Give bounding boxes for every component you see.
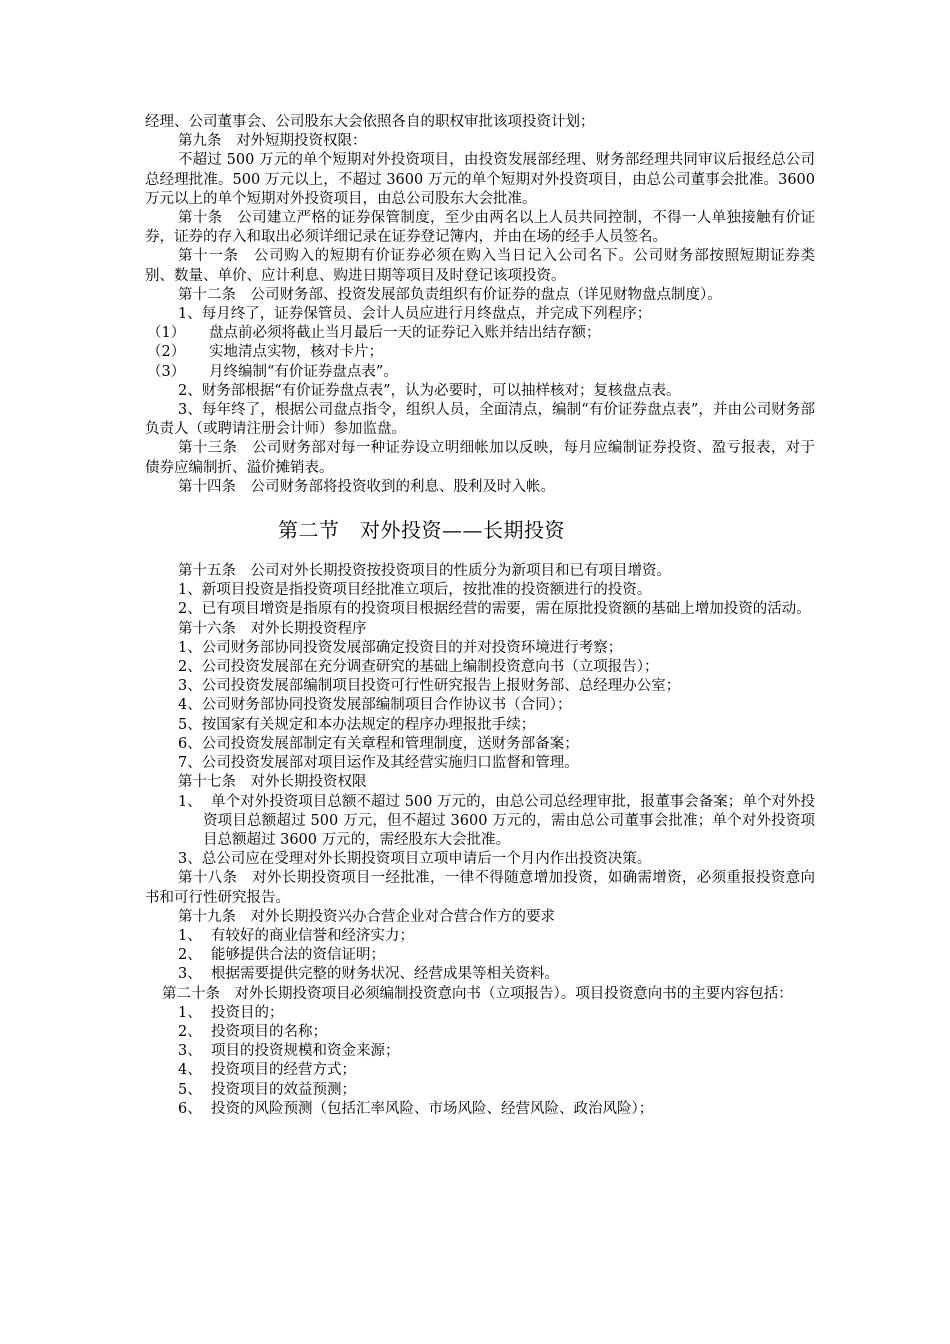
article-20-item (145, 1023, 815, 1042)
sub-item-number: （1） (147, 325, 186, 342)
item-text: 项目的投资规模和资金来源； (211, 1043, 400, 1060)
article-20-item (145, 1061, 815, 1080)
article-17: 第十七条 对外长期投资权限 (178, 774, 367, 791)
article-19: 第十九条 对外长期投资兴办合营企业对合营合作方的要求 (178, 908, 555, 925)
article-10: 第十条 公司建立严格的证券保管制度，至少由两名以上人员共同控制，不得一人单独接触有价证券，证券的存入和取出必须详细记录在证券登记簿内，并由在场的经手人员签名。 (145, 210, 815, 246)
item-number: 1、 (178, 1004, 202, 1021)
article-17-item-1-text: 单个对外投资项目总额不超过 500 万元的，由总公司总经理审批，报董事会备案；单个对外投资项目总额超过 500 万元，但不超过 3600 万元的，需由总公司董事会批准；单个对外投资项目总额超过 3600 万元的，需经股东大会批准。 (203, 793, 815, 848)
item-text: 能够提供合法的资信证明； (211, 947, 385, 964)
article-17-item-3: 3、总公司应在受理对外长期投资项目立项申请后一个月内作出投资决策。 (178, 851, 652, 868)
article-16-item-7: 7、公司投资发展部对项目运作及其经营实施归口监督和管理。 (178, 755, 579, 772)
article-16-item-1: 1、公司财务部协同投资发展部确定投资目的并对投资环境进行考察； (178, 639, 623, 656)
sub-item (145, 363, 815, 382)
item-text: 投资目的； (211, 1004, 284, 1021)
article-19-item (145, 946, 815, 965)
article-16: 第十六条 对外长期投资程序 (178, 620, 367, 637)
item-number: 1、 (178, 927, 202, 944)
item-text: 投资项目的名称； (211, 1023, 327, 1040)
article-16-item-2: 2、公司投资发展部在充分调查研究的基础上编制投资意向书（立项报告）； (178, 659, 659, 676)
article-20-item (145, 1100, 815, 1119)
article-16-item-5: 5、按国家有关规定和本办法规定的程序办理报批手续； (178, 716, 536, 733)
sub-item-text: 月终编制“有价证券盘点表”。 (209, 363, 398, 380)
item-text: 投资项目的效益预测； (211, 1081, 356, 1098)
article-18: 第十八条 对外长期投资项目一经批准，一律不得随意增加投资，如确需增资，必须重报投资意向书和可行性研究报告。 (145, 870, 815, 906)
item-number: 2、 (178, 1023, 202, 1040)
paragraph-continuation: 经理、公司董事会、公司股东大会依照各自的职权审批该项投资计划； (145, 114, 595, 130)
section-heading: 第二节 对外投资——长期投资 (278, 518, 565, 543)
article-12-item-1: 1、每月终了，证券保管员、会计人员应进行月终盘点，并完成下列程序； (178, 306, 652, 323)
article-12: 第十二条 公司财务部、投资发展部负责组织有价证券的盘点（详见财物盘点制度）。 (178, 286, 722, 303)
article-20-item (145, 1042, 815, 1061)
article-9-title: 第九条 对外短期投资权限： (178, 133, 367, 150)
article-15: 第十五条 公司对外长期投资按投资项目的性质分为新项目和已有项目增资。 (178, 563, 671, 580)
article-12-item-3: 3、每年终了，根据公司盘点指令，组织人员，全面清点，编制“有价证券盘点表”，并由公司财务部负责人（或聘请注册会计师）参加监盘。 (145, 402, 815, 438)
item-text: 投资的风险预测（包括汇率风险、市场风险、经营风险、政治风险）； (211, 1100, 654, 1117)
sub-item-text: 实地清点实物，核对卡片； (209, 344, 383, 361)
article-20-item (145, 1081, 815, 1100)
article-20: 第二十条 对外长期投资项目必须编制投资意向书（立项报告）。项目投资意向书的主要内容包括： (162, 985, 793, 1002)
article-16-item-6: 6、公司投资发展部制定有关章程和管理制度，送财务部备案； (178, 735, 579, 752)
item-text: 有较好的商业信誉和经济实力； (211, 927, 414, 944)
article-15-item-2: 2、已有项目增资是指原有的投资项目根据经营的需要，需在原批投资额的基础上增加投资的活动。 (178, 601, 811, 618)
article-16-item-3: 3、公司投资发展部编制项目投资可行性研究报告上报财务部、总经理办公室； (178, 678, 681, 695)
article-19-item (145, 927, 815, 946)
article-16-item-4: 4、公司财务部协同投资发展部编制项目合作协议书（合同）； (178, 697, 572, 714)
item-text: 投资项目的经营方式； (211, 1062, 356, 1079)
article-17-item-1-number: 1、 (178, 793, 202, 810)
sub-item (145, 343, 815, 362)
sub-item-number: （3） (147, 363, 186, 380)
document-body (145, 113, 815, 1119)
sub-item-text: 盘点前必须将截止当月最后一天的证券记入账并结出结存额； (209, 325, 601, 342)
item-number: 3、 (178, 966, 202, 983)
article-17-item-1 (145, 793, 815, 851)
item-number: 5、 (178, 1081, 202, 1098)
item-text: 根据需要提供完整的财务状况、经营成果等相关资料。 (211, 966, 559, 983)
article-13: 第十三条 公司财务部对每一种证券设立明细帐加以反映，每月应编制证券投资、盈亏报表，对于债券应编制折、溢价摊销表。 (145, 440, 815, 476)
article-9-body: 不超过 500 万元的单个短期对外投资项目，由投资发展部经理、财务部经理共同审议后报经总公司总经理批准。500 万元以上，不超过 3600 万元的单个短期对外投资项目，由总公司董事会批准。3600 万元以上的单个短期对外投资项目，由总公司股东大会批准。 (145, 152, 815, 207)
item-number: 6、 (178, 1100, 202, 1117)
sub-item-number: （2） (147, 344, 186, 361)
article-11: 第十一条 公司购入的短期有价证券必须在购入当日记入公司名下。公司财务部按照短期证券类别、数量、单价、应计利息、购进日期等项目及时登记该项投资。 (145, 248, 815, 284)
article-20-item (145, 1004, 815, 1023)
article-14: 第十四条 公司财务部将投资收到的利息、股利及时入帐。 (178, 478, 555, 495)
item-number: 4、 (178, 1062, 202, 1079)
sub-item (145, 324, 815, 343)
item-number: 2、 (178, 947, 202, 964)
article-19-item (145, 965, 815, 984)
article-12-item-2: 2、财务部根据“有价证券盘点表”，认为必要时，可以抽样核对；复核盘点表。 (178, 382, 681, 399)
item-number: 3、 (178, 1043, 202, 1060)
article-15-item-1: 1、新项目投资是指投资项目经批准立项后，按批准的投资额进行的投资。 (178, 582, 652, 599)
